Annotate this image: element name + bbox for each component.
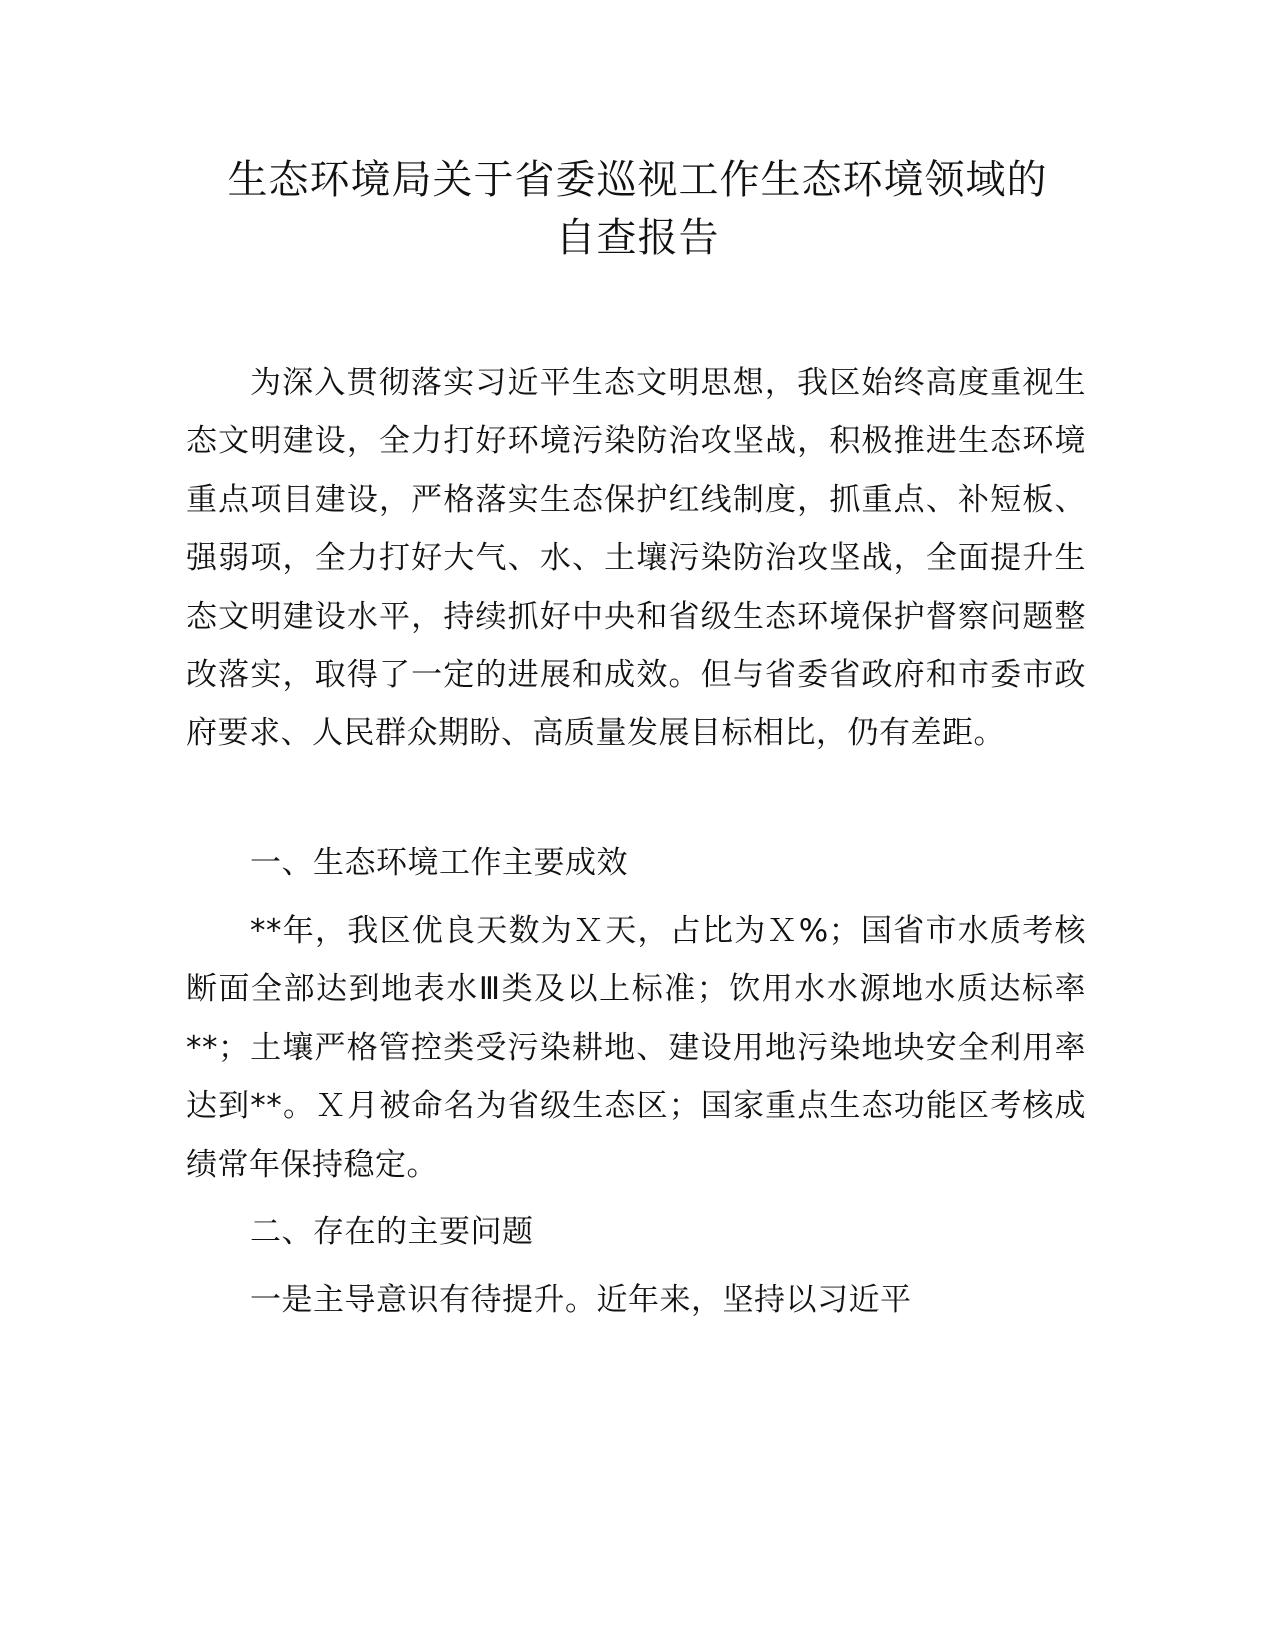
intro-paragraph: 为深入贯彻落实习近平生态文明思想，我区始终高度重视生态文明建设，全力打好环境污染防治攻坚战，积极推进生态环境重点项目建设，严格落实生态保护红线制度，抓重点、补短板、强弱项，全力打好大气、水、土壤污染防治攻坚战，全面提升生态文明建设水平，持续抓好中央和省级生态环境保护督察问题整改落实，取得了一定的进展和成效。但与省委省政府和市委市政府要求、人民群众期盼、高质量发展目标相比，仍有差距。 [186, 365, 1086, 752]
section-heading-achievements: 一、生态环境工作主要成效 [250, 845, 628, 881]
document-title-line-2: 自查报告 [555, 215, 720, 261]
achievements-paragraph: **年，我区优良天数为Ｘ天，占比为Ｘ%；国省市水质考核断面全部达到地表水Ⅲ类及以上标准；饮用水水源地水质达标率**；土壤严格管控类受污染耕地、建设用地污染地块安全利用率达到**。Ｘ月被命名为省级生态区；国家重点生态功能区考核成绩常年保持稳定。 [186, 913, 1086, 1183]
document-title-line-1: 生态环境局关于省委巡视工作生态环境领域的 [227, 157, 1048, 203]
section-heading-problems: 二、存在的主要问题 [250, 1214, 534, 1250]
problems-paragraph: 一是主导意识有待提升。近年来，坚持以习近平 [250, 1282, 912, 1318]
